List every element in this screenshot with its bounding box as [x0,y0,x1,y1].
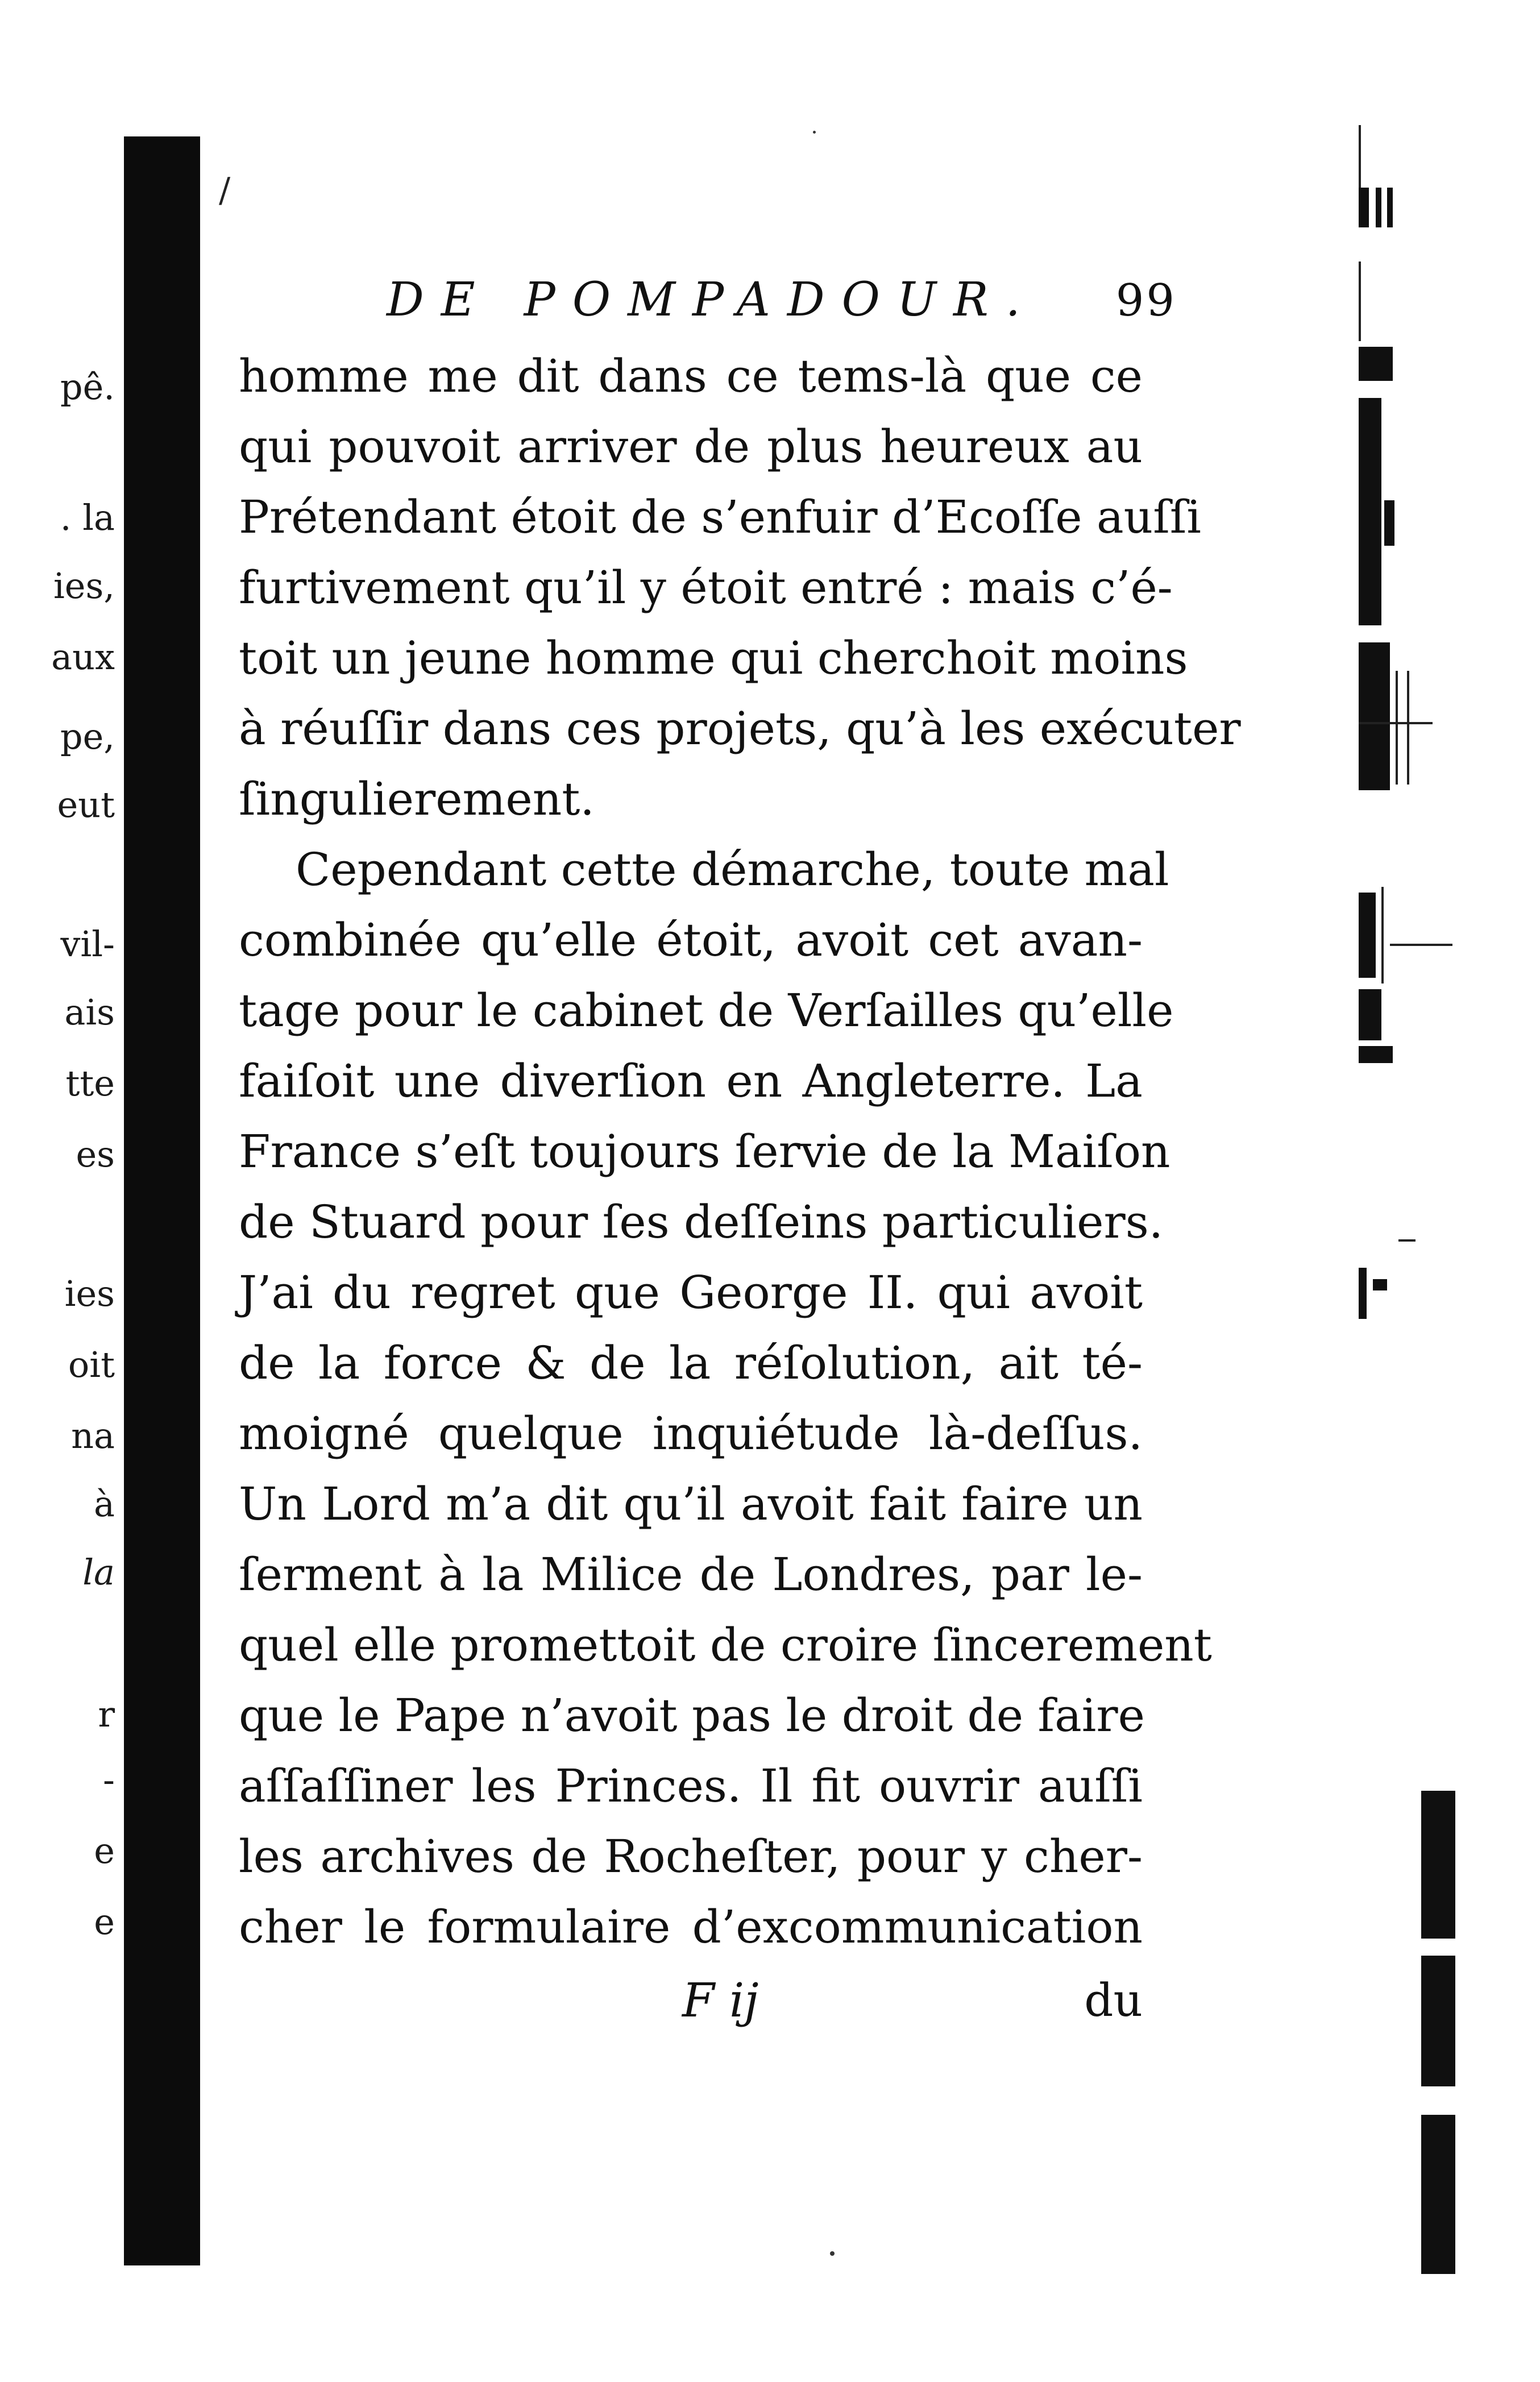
page-footer [239,1974,1143,2048]
text-line: aſſaſſiner les Princes. Il fit ouvrir auſſi [239,1759,1143,1812]
text-line: les archives de Rocheſter, pour y cher- [239,1830,1143,1883]
fragment: . la [60,497,115,538]
fragment: pê. [60,366,115,408]
fragment: e [94,1830,115,1871]
text-line: de la force & de la réſolution, ait té- [239,1337,1143,1389]
binding-gutter [124,136,200,2265]
facing-page-fragments [11,0,125,2382]
text-line: cher le formulaire d’excommunication [239,1900,1143,1953]
text-line: homme me dit dans ce tems-là que ce [239,350,1143,402]
fragment: eut [57,784,115,825]
speck [830,2251,835,2256]
speck [813,131,816,134]
text-line: J’ai du regret que George II. qui avoit [239,1266,1143,1319]
text-line: Prétendant étoit de s’enfuir d’Ecoſſe auſſi [239,491,1202,543]
signature-mark: F ij [682,1974,759,2028]
catchword: du [1084,1974,1143,2027]
fragment: oit [68,1344,115,1385]
fragment: ies, [53,565,115,607]
text-line: ſerment à la Milice de Londres, par le- [239,1548,1143,1601]
scan-noise-strip [1342,102,1529,2291]
fragment: tte [65,1063,115,1104]
paragraph-1 [239,341,1241,835]
text-line: France s’eſt toujours ſervie de la Maiſon [239,1125,1170,1178]
text-line: furtivement qu’il y étoit entré : mais c’é- [239,561,1173,614]
fragment: r [98,1694,115,1735]
running-head [387,273,1177,341]
paragraph-2 [239,835,1212,1962]
text-line: à réuſſir dans ces projets, qu’à les exécuter [239,702,1241,755]
fragment: e [94,1901,115,1943]
text-line: que le Pape n’avoit pas le droit de faire [239,1689,1145,1742]
fragment: aux [51,636,115,678]
stray-mark: / [219,171,231,210]
fragment: ies [64,1273,115,1314]
fragment: - [103,1759,115,1800]
text-line: Cependant cette démarche, toute mal [296,843,1169,896]
fragment: la [82,1551,115,1593]
text-line: faiſoit une diverſion en Angleterre. La [239,1055,1143,1107]
running-title: DE POMPADOUR. [387,273,1037,327]
fragment: es [76,1134,115,1175]
text-line: moigné quelque inquiétude là-deſſus. [239,1407,1143,1460]
text-line: tage pour le cabinet de Verſailles qu’elle [239,984,1174,1037]
fragment: na [71,1415,115,1456]
page-number: 99 [1115,275,1177,326]
text-line: toit un jeune homme qui cherchoit moins [239,632,1188,684]
text-line: ſingulierement. [239,773,595,825]
text-line: Un Lord m’a dit qu’il avoit fait faire un [239,1478,1143,1530]
text-line: combinée qu’elle étoit, avoit cet avan- [239,914,1143,966]
text-line: quel elle promettoit de croire ſincerement [239,1619,1212,1671]
fragment: vil- [60,923,115,965]
fragment: pe, [60,716,115,757]
fragment: à [94,1483,115,1525]
text-line: de Stuard pour ſes deſſeins particuliers. [239,1196,1164,1248]
fragment: ais [64,991,115,1033]
book-page [239,273,1241,2048]
text-line: qui pouvoit arriver de plus heureux au [239,420,1143,473]
